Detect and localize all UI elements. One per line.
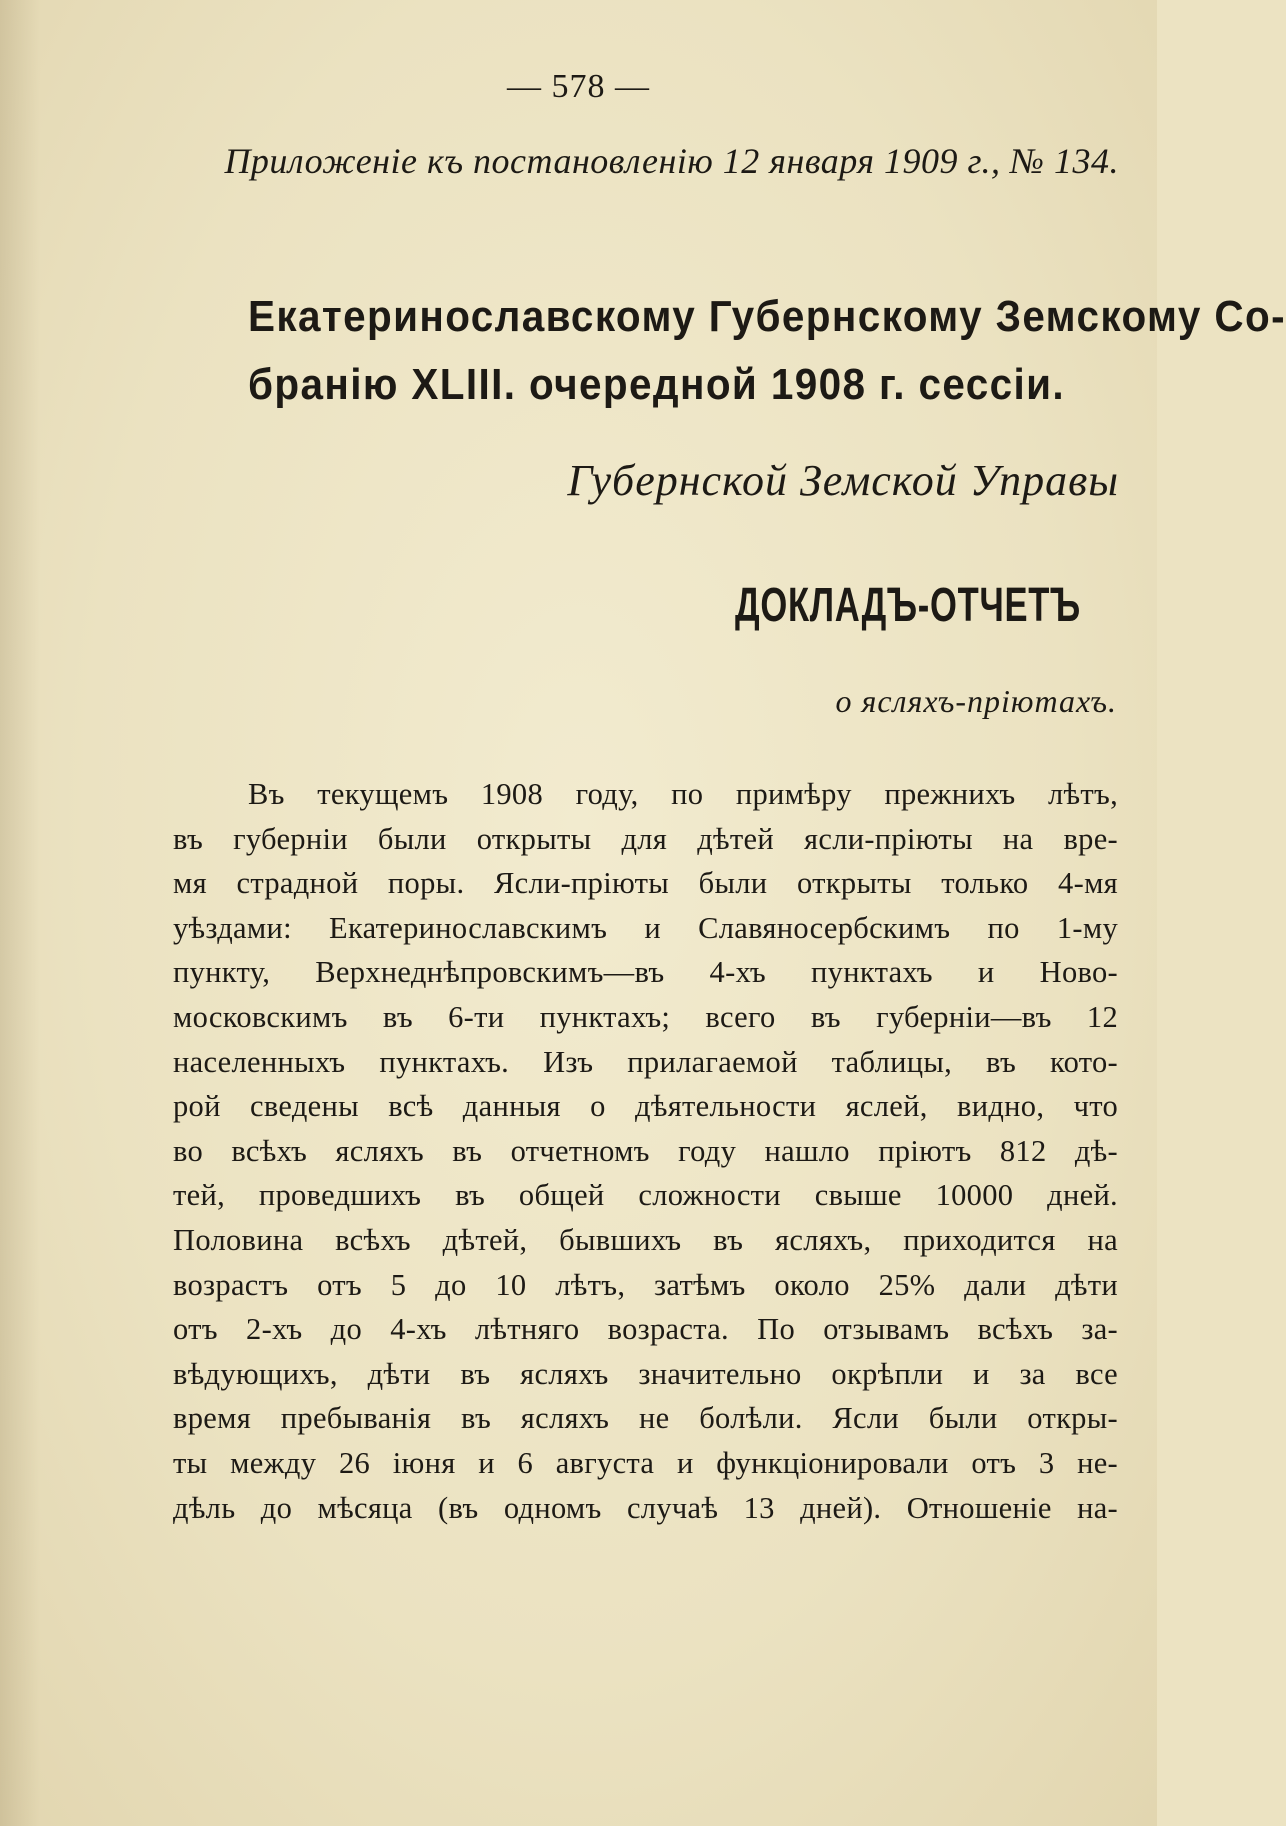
page-spine-shadow (0, 0, 40, 1826)
page-number: — 578 — (507, 68, 650, 105)
body-line: отъ 2-хъ до 4-хъ лѣтняго возраста. По отзывамъ всѣхъ за- (173, 1312, 1118, 1347)
body-line: населенныхъ пунктахъ. Изъ прилагаемой таблицы, въ кото- (173, 1044, 1118, 1079)
body-line: мя страдной поры. Ясли-пріюты были открыты только 4-мя (173, 866, 1118, 901)
body-line: во всѣхъ ясляхъ въ отчетномъ году нашло пріютъ 812 дѣ- (173, 1133, 1118, 1168)
body-line: время пребыванія въ ясляхъ не болѣли. Ясли были откры- (173, 1401, 1118, 1436)
body-line: Половина всѣхъ дѣтей, бывшихъ въ ясляхъ, приходится на (173, 1222, 1118, 1257)
appendix-note: Приложеніе къ постановленію 12 января 1909 г., № 134. (224, 141, 1119, 181)
body-line: Въ текущемъ 1908 году, по примѣру прежнихъ лѣтъ, (248, 777, 1118, 811)
body-paragraph (173, 772, 1118, 1530)
document-heading (248, 283, 1286, 419)
report-subject: о ясляхъ-пріютахъ. (835, 683, 1117, 719)
body-line: тей, проведшихъ въ общей сложности свыше 10000 дней. (173, 1178, 1118, 1213)
body-line: вѣдующихъ, дѣти въ ясляхъ значительно окрѣпли и за все (173, 1356, 1118, 1391)
body-line: дѣль до мѣсяца (въ одномъ случаѣ 13 дней). Отношеніе на- (173, 1490, 1118, 1525)
report-title: ДОКЛАДЪ-ОТЧЕТЪ (735, 579, 1081, 632)
body-line: въ губерніи были открыты для дѣтей ясли-пріюты на вре- (173, 821, 1118, 856)
body-line: пункту, Верхнеднѣпровскимъ—въ 4-хъ пунктахъ и Ново- (173, 955, 1118, 990)
heading-line-2: бранію XLIII. очередной 1908 г. сессіи. (248, 360, 1066, 409)
body-line: возрастъ отъ 5 до 10 лѣтъ, затѣмъ около 25% дали дѣти (173, 1267, 1118, 1302)
body-line: уѣздами: Екатеринославскимъ и Славяносербскимъ по 1-му (173, 910, 1118, 945)
office-name: Губернской Земской Управы (567, 456, 1119, 505)
body-line: московскимъ въ 6-ти пунктахъ; всего въ губерніи—въ 12 (173, 999, 1118, 1034)
body-line: рой сведены всѣ данныя о дѣятельности яслей, видно, что (173, 1089, 1118, 1124)
body-line: ты между 26 іюня и 6 августа и функціонировали отъ 3 не- (173, 1445, 1118, 1480)
heading-line-1: Екатеринославскому Губернскому Земскому Со- (248, 292, 1286, 341)
